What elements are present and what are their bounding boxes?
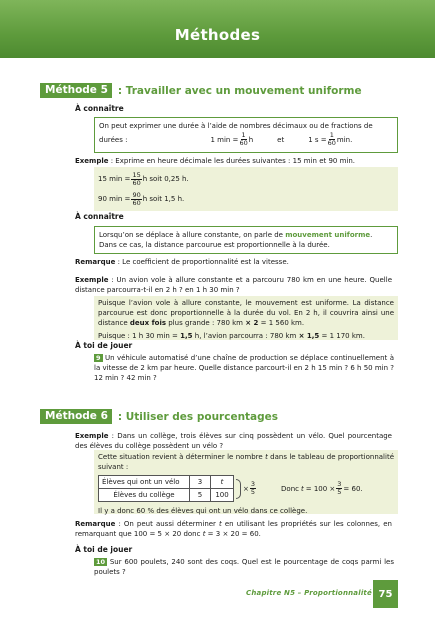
remark1-text: : Le coefficient de proportionnalité est la vitesse. — [115, 258, 289, 266]
know2-line2: Dans ce cas, la distance parcourue est proportionnelle à la durée. — [99, 241, 330, 249]
ex3-result: Donc t = 100 × $\frac{3}{5}$ = 60. — [281, 480, 363, 496]
remark1 — [75, 258, 289, 266]
chapter-footer: Chapitre N5 – Proportionnalité — [246, 589, 372, 597]
method5-tag: Méthode 5 — [40, 83, 112, 98]
method6-heading — [40, 409, 278, 424]
ex2-para1: Puisque l’avion vole à allure constante, le mouvement est uniforme. La distance parcourue est donc proportionnelle à la durée du vol. En 2 h, il couvrira ainsi une distance deux fois plus grande : 780 km × 2 = 1 560 km. — [98, 299, 394, 327]
ex1-line2: 90 min = $\frac{90}{60}$ h soit 1,5 h. — [98, 190, 185, 207]
exercise-9-text: Un véhicule automatisé d’une chaîne de production se déplace continuellement à la vitesse de 2 km par heure. Quelle distance parcourt-il en 2 h 15 min ? 6 h 50 min ? 12 min ? 42 min ? — [94, 354, 394, 382]
method5-title: : Travailler avec un mouvement uniforme — [117, 84, 362, 97]
example1-solution — [94, 167, 398, 211]
ex1-line1: 15 min = $\frac{15}{60}$ h soit 0,25 h. — [98, 170, 189, 187]
ex3-conclusion: Il y a donc 60 % des élèves qui ont un vélo dans ce collège. — [98, 507, 308, 515]
example1 — [75, 157, 355, 165]
fraction-1-60b: $\frac{1}{60}$ — [327, 131, 336, 147]
remark2-label: Remarque — [75, 520, 116, 528]
know1-et: et — [277, 135, 285, 144]
coefficient-arrow: × $\frac{3}{5}$ — [236, 479, 257, 499]
example3-label: Exemple — [75, 432, 109, 440]
example3-solution — [94, 450, 398, 514]
remark1-label: Remarque — [75, 258, 116, 266]
know1-min-eq: 1 min = — [210, 135, 239, 144]
exercise-10-number: 10 — [96, 558, 106, 566]
table-row: Élèves du collège 5 100 — [99, 489, 234, 502]
page-number: 75 — [373, 580, 398, 608]
exercise-9-number: 9 — [96, 354, 101, 362]
know1-s-eq: 1 s = — [308, 135, 327, 144]
example3-text: : Dans un collège, trois élèves sur cinq possèdent un vélo. Quel pourcentage des élèves du collège possèdent un vélo ? — [75, 432, 392, 450]
proportion-table — [98, 475, 234, 502]
example2-text: : Un avion vole à allure constante et a parcouru 780 km en une heure. Quelle distance parcourra-t-il en 2 h ? en 1 h 30 min ? — [75, 276, 392, 294]
exercise-10-text: Sur 600 poulets, 240 sont des coqs. Quel est le pourcentage de coqs parmi les poulets ? — [94, 558, 394, 576]
example3 — [75, 431, 392, 451]
fraction-90-60: $\frac{90}{60}$ — [132, 190, 141, 207]
exercise-10 — [94, 557, 394, 577]
play1-heading: À toi de jouer — [75, 341, 133, 350]
ex3-intro: Cette situation revient à déterminer le nombre t dans le tableau de proportionnalité suivant : — [98, 453, 394, 471]
know2-box — [94, 226, 398, 254]
know1-durees: durées : — [99, 135, 128, 144]
table-row: Élèves qui ont un vélo 3 t — [99, 476, 234, 489]
fraction-15-60: $\frac{15}{60}$ — [132, 170, 141, 187]
know1-min: min. — [336, 135, 353, 144]
bracket-icon — [236, 479, 241, 499]
uniform-motion-term: mouvement uniforme — [285, 231, 371, 239]
know1-heading: À connaître — [75, 104, 124, 113]
know1-line1: On peut exprimer une durée à l’aide de nombres décimaux ou de fractions de — [99, 122, 373, 130]
page-title: Méthodes — [174, 26, 261, 44]
know2-heading: À connaître — [75, 212, 124, 221]
fraction-3-5b: $\frac{3}{5}$ — [337, 480, 342, 496]
header-banner — [0, 0, 435, 58]
example1-label: Exemple — [75, 157, 109, 165]
play2-heading: À toi de jouer — [75, 545, 133, 554]
know2-line1: Lorsqu’on se déplace à allure constante, on parle de mouvement uniforme. — [99, 231, 373, 239]
method6-title: : Utiliser des pourcentages — [117, 410, 279, 423]
method6-tag: Méthode 6 — [40, 409, 112, 424]
know1-line2 — [99, 132, 393, 147]
exercise-9 — [94, 353, 394, 383]
example2-label: Exemple — [75, 276, 109, 284]
ex2-para2: Puisque : 1 h 30 min = 1,5 h, l’avion parcourra : 780 km × 1,5 = 1 170 km. — [98, 332, 365, 340]
fraction-3-5: $\frac{3}{5}$ — [250, 480, 256, 496]
ex3-table-row — [98, 475, 394, 502]
know1-h: h — [248, 135, 254, 144]
know1-box — [94, 117, 398, 153]
example1-text: : Exprime en heure décimale les durées suivantes : 15 min et 90 min. — [108, 157, 356, 165]
example2 — [75, 275, 392, 295]
fraction-1-60: $\frac{1}{60}$ — [239, 131, 248, 147]
example2-solution — [94, 296, 398, 340]
remark2: Remarque : On peut aussi déterminer t en utilisant les propriétés sur les colonnes, en remarquant que 100 = 5 × 20 donc t = 3 × 20 = 60. — [75, 520, 392, 538]
method5-heading — [40, 83, 362, 98]
